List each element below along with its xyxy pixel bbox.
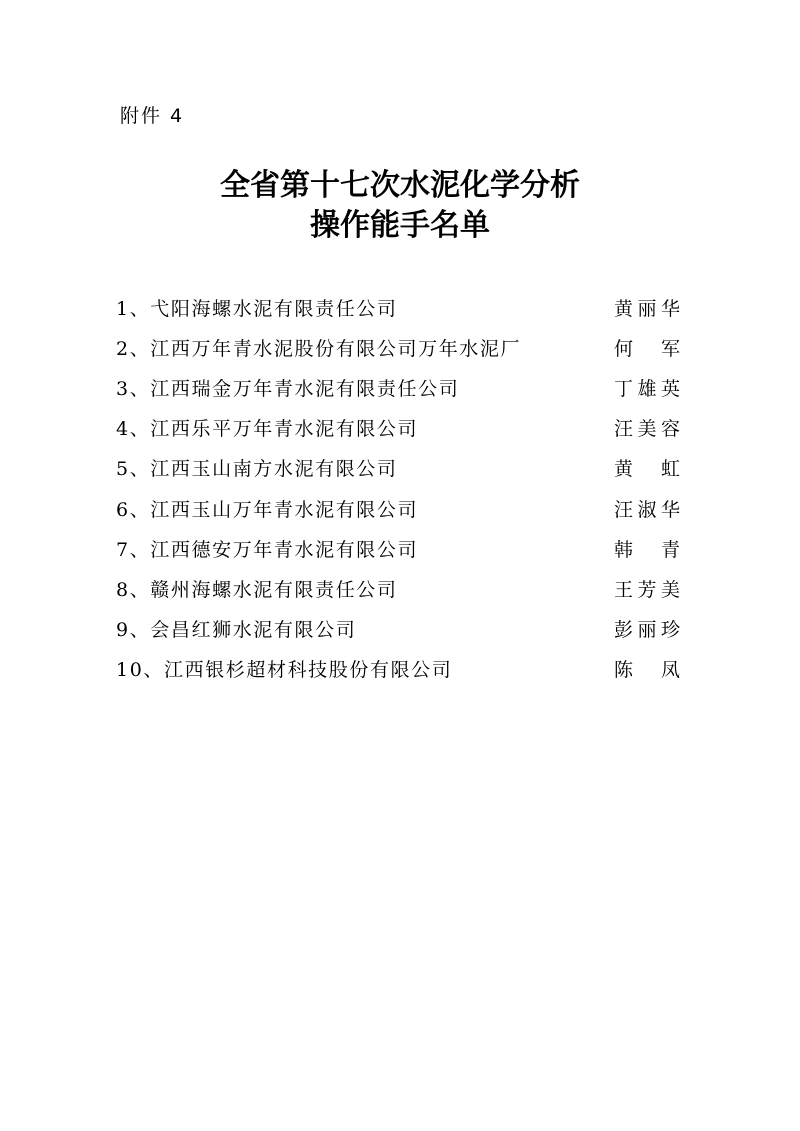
company-name: 10、江西银杉超材科技股份有限公司: [116, 659, 453, 682]
person-name: 韩 青: [614, 538, 680, 561]
person-name: 黄 虹: [614, 458, 680, 481]
person-name: 汪美容: [614, 418, 680, 441]
list-item: [116, 568, 680, 608]
page-title: 全省第十七次水泥化学分析: [220, 168, 580, 203]
list-item: [116, 528, 680, 568]
company-name: 3、江西瑞金万年青水泥有限责任公司: [116, 377, 460, 400]
list-item: [116, 488, 680, 528]
awardee-list: [116, 287, 680, 689]
list-item: [116, 649, 680, 689]
company-name: 1、弋阳海螺水泥有限责任公司: [116, 297, 398, 320]
person-name: 彭丽珍: [614, 619, 680, 642]
company-name: 8、赣州海螺水泥有限责任公司: [116, 578, 398, 601]
attachment-label: 附件 4: [120, 105, 185, 127]
person-name: 陈 凤: [614, 659, 680, 682]
company-name: 9、会昌红狮水泥有限公司: [116, 619, 357, 642]
list-item: [116, 287, 680, 327]
list-item: [116, 367, 680, 407]
list-item: [116, 408, 680, 448]
person-name: 丁雄英: [614, 377, 680, 400]
company-name: 6、江西玉山万年青水泥有限公司: [116, 498, 419, 521]
person-name: 汪淑华: [614, 498, 680, 521]
person-name: 何 军: [614, 337, 680, 360]
page-subtitle: 操作能手名单: [310, 208, 490, 243]
list-item: [116, 327, 680, 367]
company-name: 7、江西德安万年青水泥有限公司: [116, 538, 419, 561]
list-item: [116, 609, 680, 649]
list-item: [116, 448, 680, 488]
person-name: 黄丽华: [614, 297, 680, 320]
person-name: 王芳美: [614, 578, 680, 601]
company-name: 4、江西乐平万年青水泥有限公司: [116, 418, 419, 441]
company-name: 5、江西玉山南方水泥有限公司: [116, 458, 398, 481]
company-name: 2、江西万年青水泥股份有限公司万年水泥厂: [116, 337, 522, 360]
